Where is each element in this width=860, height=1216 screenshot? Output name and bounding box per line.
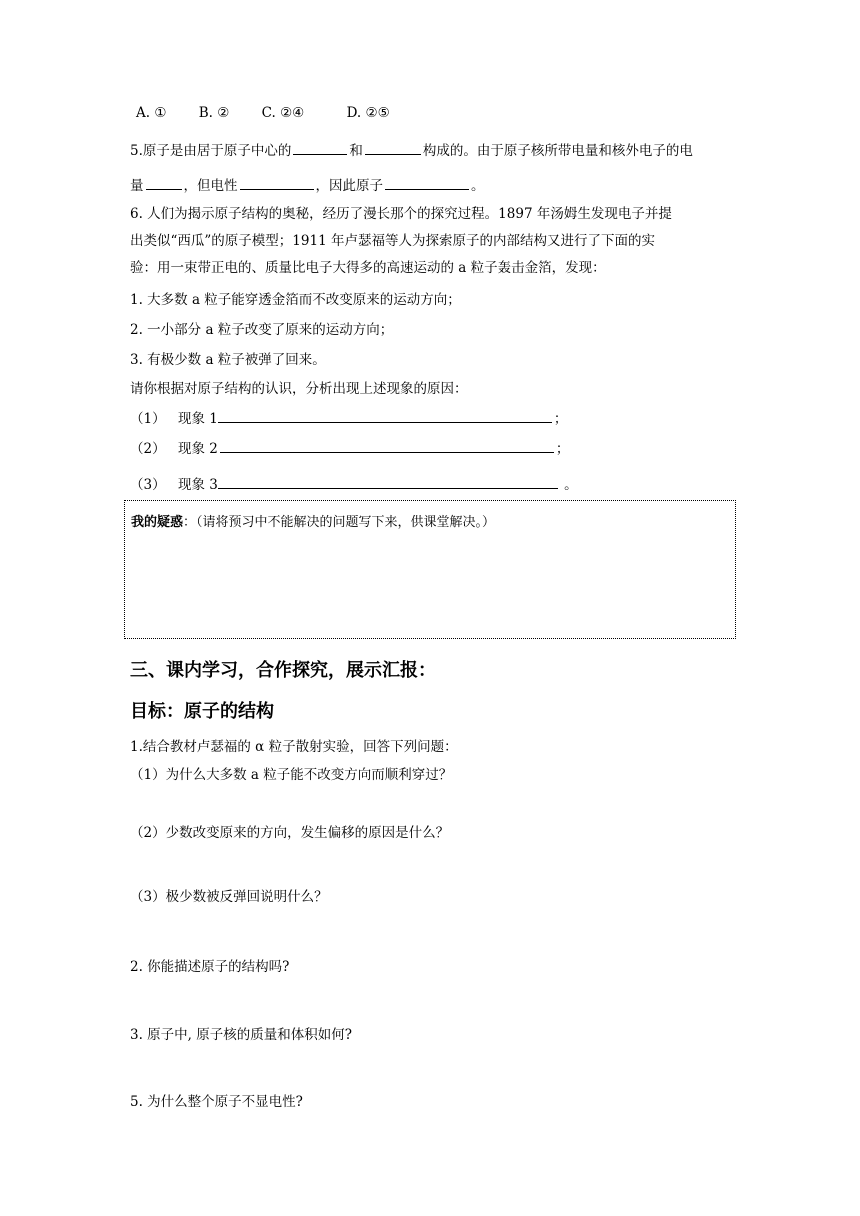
q5-text-5: ，但电性 <box>183 178 238 194</box>
phenomenon-1-label: 现象 1 <box>178 411 218 427</box>
observation-1: 1. 大多数 a 粒子能穿透金箔而不改变原来的运动方向； <box>130 292 461 308</box>
question-1b: （2）少数改变原来的方向，发生偏移的原因是什么？ <box>130 825 450 841</box>
phenomenon-2-num: （2） <box>130 441 166 457</box>
doubt-box[interactable] <box>124 500 736 639</box>
observation-3: 3. 有极少数 a 粒子被弹了回来。 <box>130 352 326 368</box>
analysis-prompt: 请你根据对原子结构的认识，分析出现上述现象的原因： <box>130 381 468 397</box>
q5-text-7: 。 <box>471 178 485 194</box>
option-c: C. ②④ <box>261 105 305 121</box>
q5-text-3: 构成的。由于原子核所带电量和核外电子的电 <box>422 143 693 159</box>
option-b: B. ② <box>198 105 230 121</box>
phenomenon-1-answer[interactable] <box>218 408 552 423</box>
question-1a: （1）为什么大多数 a 粒子能不改变方向而顺利穿过？ <box>130 767 453 783</box>
option-a: A. ① <box>136 105 167 121</box>
phenomenon-2-end: ； <box>555 441 570 457</box>
question-1c: （3）极少数被反弹回说明什么？ <box>130 889 328 905</box>
phenomenon-1-end: ； <box>553 411 568 427</box>
question-5-line2 <box>130 175 485 196</box>
q5-text-6: ，因此原子 <box>315 178 383 194</box>
doubt-instruction: ：（请将预习中不能解决的问题写下来，供课堂解决。） <box>183 515 496 530</box>
phenomenon-3-row <box>130 474 578 495</box>
phenomenon-1-num: （1） <box>130 411 166 427</box>
question-5: 5. 为什么整个原子不显电性? <box>130 1094 303 1110</box>
observation-2: 2. 一小部分 a 粒子改变了原来的运动方向； <box>130 322 394 338</box>
option-d: D. ②⑤ <box>346 105 390 121</box>
question-3: 3. 原子中, 原子核的质量和体积如何? <box>130 1027 352 1043</box>
q5-text-2: 和 <box>349 143 363 159</box>
doubt-title: 我的疑惑 <box>131 515 184 530</box>
phenomenon-2-answer[interactable] <box>220 438 554 453</box>
blank-polarity[interactable] <box>240 175 314 190</box>
question-5-line1 <box>130 140 693 161</box>
answer-options <box>136 103 418 123</box>
doubt-title-line <box>131 511 495 530</box>
blank-atom[interactable] <box>385 175 469 190</box>
phenomenon-2-label: 现象 2 <box>178 441 218 457</box>
q6-line1: 6. 人们为揭示原子结构的奥秘，经历了漫长那个的探究过程。1897 年汤姆生发现电子并提 <box>130 206 672 222</box>
section-heading: 三、课内学习，合作探究，展示汇报： <box>130 660 436 681</box>
phenomenon-3-label: 现象 3 <box>178 477 218 493</box>
question-1-intro: 1.结合教材卢瑟福的 α 粒子散射实验，回答下列问题： <box>130 739 458 755</box>
phenomenon-3-num: （3） <box>130 477 166 493</box>
q6-line3: 验：用一束带正电的、质量比电子大得多的高速运动的 a 粒子轰击金箔，发现： <box>130 260 606 276</box>
blank-charge[interactable] <box>146 175 182 190</box>
q5-text-1: 5.原子是由居于原子中心的 <box>130 143 292 159</box>
q6-line2: 出类似“西瓜”的原子模型；1911 年卢瑟福等人为探索原子的内部结构又进行了下面的实 <box>130 233 655 249</box>
phenomenon-1-row <box>130 408 567 429</box>
blank-center[interactable] <box>293 140 347 155</box>
q5-text-4: 量 <box>130 178 144 194</box>
phenomenon-2-row <box>130 438 569 459</box>
blank-outer[interactable] <box>365 140 421 155</box>
goal-heading: 目标：原子的结构 <box>130 701 274 722</box>
question-2: 2. 你能描述原子的结构吗? <box>130 959 290 975</box>
phenomenon-3-answer[interactable] <box>218 474 558 489</box>
phenomenon-3-end: 。 <box>559 477 578 493</box>
